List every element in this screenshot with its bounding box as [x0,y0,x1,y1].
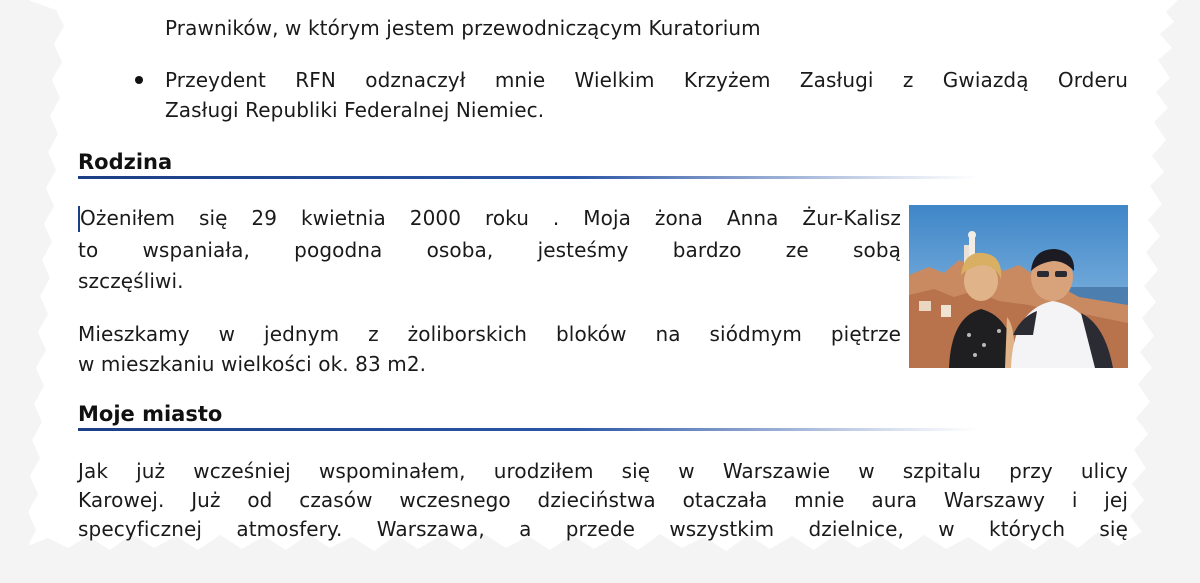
section-heading-city: Moje miasto [78,402,223,426]
city-paragraph-line-3: specyficznej atmosfery. Warszawa, a przede wszystkim dzielnice, w których się [78,517,1128,541]
award-item-2-line-1: Przeydent RFN odznaczył mnie Wielkim Krzyżem Zasługi z Gwiazdą Orderu [165,68,1128,92]
family-paragraph-2-line-2: w mieszkaniu wielkości ok. 83 m2. [78,352,427,376]
family-paragraph-1-line-2: to wspaniała, pogodna osoba, jesteśmy bardzo ze sobą [78,238,901,262]
city-paragraph-line-2: Karowej. Już od czasów wczesnego dzieciństwa otaczała mnie aura Warszawy i jej [78,488,1128,512]
family-paragraph-2-line-1: Mieszkamy w jednym z żoliborskich bloków na siódmym piętrze [78,322,901,346]
award-item-2-line-2: Zasługi Republiki Federalnej Niemiec. [165,98,545,122]
bullet-icon [135,76,143,84]
city-paragraph-line-1: Jak już wcześniej wspominałem, urodziłem się w Warszawie w szpitalu przy ulicy [78,459,1128,483]
family-paragraph-1-line-3: szczęśliwi. [78,269,184,293]
section-divider-family [78,176,978,179]
section-heading-family: Rodzina [78,150,173,174]
family-paragraph-1-line-1: Ożeniłem się 29 kwietnia 2000 roku . Moja żona Anna Żur-Kalisz [80,206,901,230]
couple-photo-illustration [909,205,1128,368]
section-divider-city [78,428,978,431]
award-item-1-continuation: Prawników, w którym jestem przewodniczącym Kuratorium [165,16,761,40]
couple-photo [909,205,1128,368]
